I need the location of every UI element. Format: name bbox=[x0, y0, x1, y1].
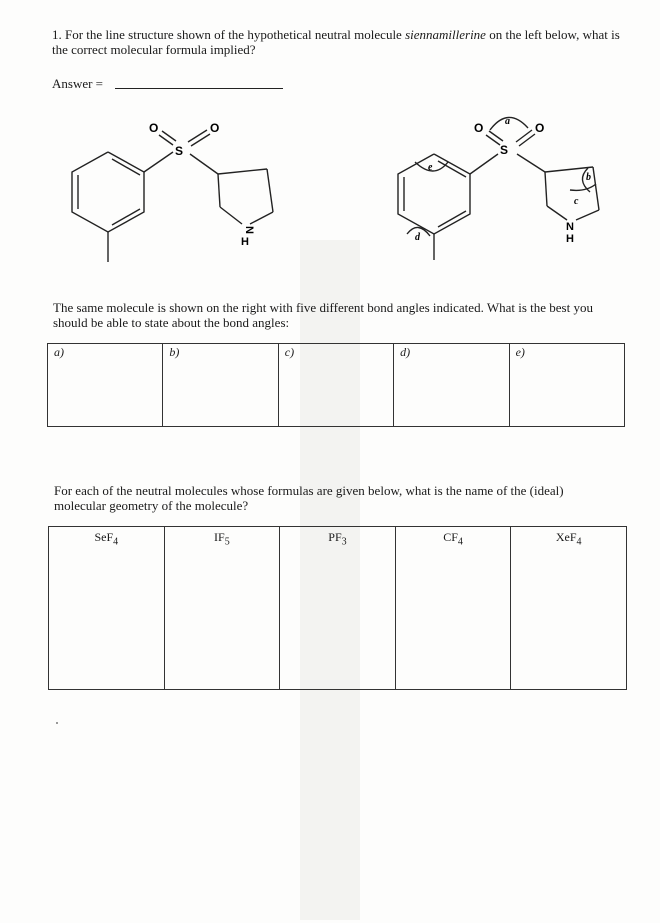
pf3-sub: 3 bbox=[341, 536, 347, 548]
angle-d-cell-label: d) bbox=[400, 345, 411, 359]
oxygen-left-label: O bbox=[474, 121, 484, 135]
pf3-formula bbox=[280, 527, 395, 547]
question-2: The same molecule is shown on the right with five different bond angles indicated. What is the best you should be able to state about the bond angles: bbox=[53, 300, 593, 330]
pf3-base: PF bbox=[328, 530, 342, 544]
angle-a-cell[interactable] bbox=[48, 344, 163, 427]
cf4-sub: 4 bbox=[457, 536, 463, 548]
cf4-formula bbox=[396, 527, 511, 547]
angle-c-label: c bbox=[574, 196, 579, 207]
question-1-text-before: 1. For the line structure shown of the hypothetical neutral molecule bbox=[52, 27, 406, 42]
answer-label: Answer = bbox=[52, 76, 104, 91]
sef4-formula bbox=[49, 527, 164, 547]
angle-e-cell[interactable] bbox=[509, 344, 624, 427]
if5-formula bbox=[165, 527, 280, 547]
sef4-sub: 4 bbox=[113, 536, 119, 548]
sef4-base: SeF bbox=[94, 530, 114, 544]
sulfur-label: S bbox=[500, 143, 509, 157]
angle-a-label: a bbox=[505, 116, 510, 127]
angle-c-cell-label: c) bbox=[284, 345, 295, 359]
sulfur-label: S bbox=[175, 144, 184, 158]
if5-sub: 5 bbox=[224, 536, 230, 548]
cf4-base: CF bbox=[443, 530, 458, 544]
question-1 bbox=[52, 27, 622, 57]
nitrogen-label: N bbox=[243, 226, 255, 234]
angle-d-label: d bbox=[415, 232, 420, 243]
angle-e-label: e bbox=[428, 162, 433, 173]
nitrogen-label: N bbox=[566, 221, 574, 233]
oxygen-right-label: O bbox=[210, 121, 220, 135]
angle-b-cell[interactable] bbox=[163, 344, 278, 427]
left-structure bbox=[60, 112, 320, 272]
bond-angle-table bbox=[47, 343, 625, 427]
oxygen-left-label: O bbox=[149, 121, 159, 135]
question-3: For each of the neutral molecules whose formulas are given below, what is the name of the (ideal) molecular geometry of the molecule? bbox=[54, 483, 564, 513]
hydrogen-label: H bbox=[566, 233, 574, 245]
geometry-table bbox=[48, 526, 627, 690]
angle-d-cell[interactable] bbox=[394, 344, 509, 427]
oxygen-right-label: O bbox=[535, 121, 545, 135]
cf4-cell[interactable] bbox=[395, 527, 511, 690]
angle-b-cell-label: b) bbox=[169, 345, 180, 359]
xef4-sub: 4 bbox=[576, 536, 582, 548]
answer-blank[interactable] bbox=[115, 88, 283, 89]
if5-base: IF bbox=[214, 530, 225, 544]
angle-e-cell-label: e) bbox=[515, 345, 525, 359]
xef4-formula bbox=[511, 527, 626, 547]
hydrogen-label: H bbox=[241, 236, 249, 248]
right-structure bbox=[390, 100, 630, 260]
xef4-cell[interactable] bbox=[511, 527, 627, 690]
sef4-cell[interactable] bbox=[49, 527, 165, 690]
pf3-cell[interactable] bbox=[280, 527, 396, 690]
molecule-name: siennamillerine bbox=[405, 27, 486, 42]
angle-c-cell[interactable] bbox=[278, 344, 393, 427]
angle-b-label: b bbox=[586, 172, 591, 183]
scan-speck bbox=[56, 722, 58, 724]
question-1-text-after: on the left below, what is the correct molecular formula implied? bbox=[52, 27, 620, 57]
angle-a-cell-label: a) bbox=[54, 345, 64, 359]
if5-cell[interactable] bbox=[164, 527, 280, 690]
xef4-base: XeF bbox=[555, 530, 577, 544]
